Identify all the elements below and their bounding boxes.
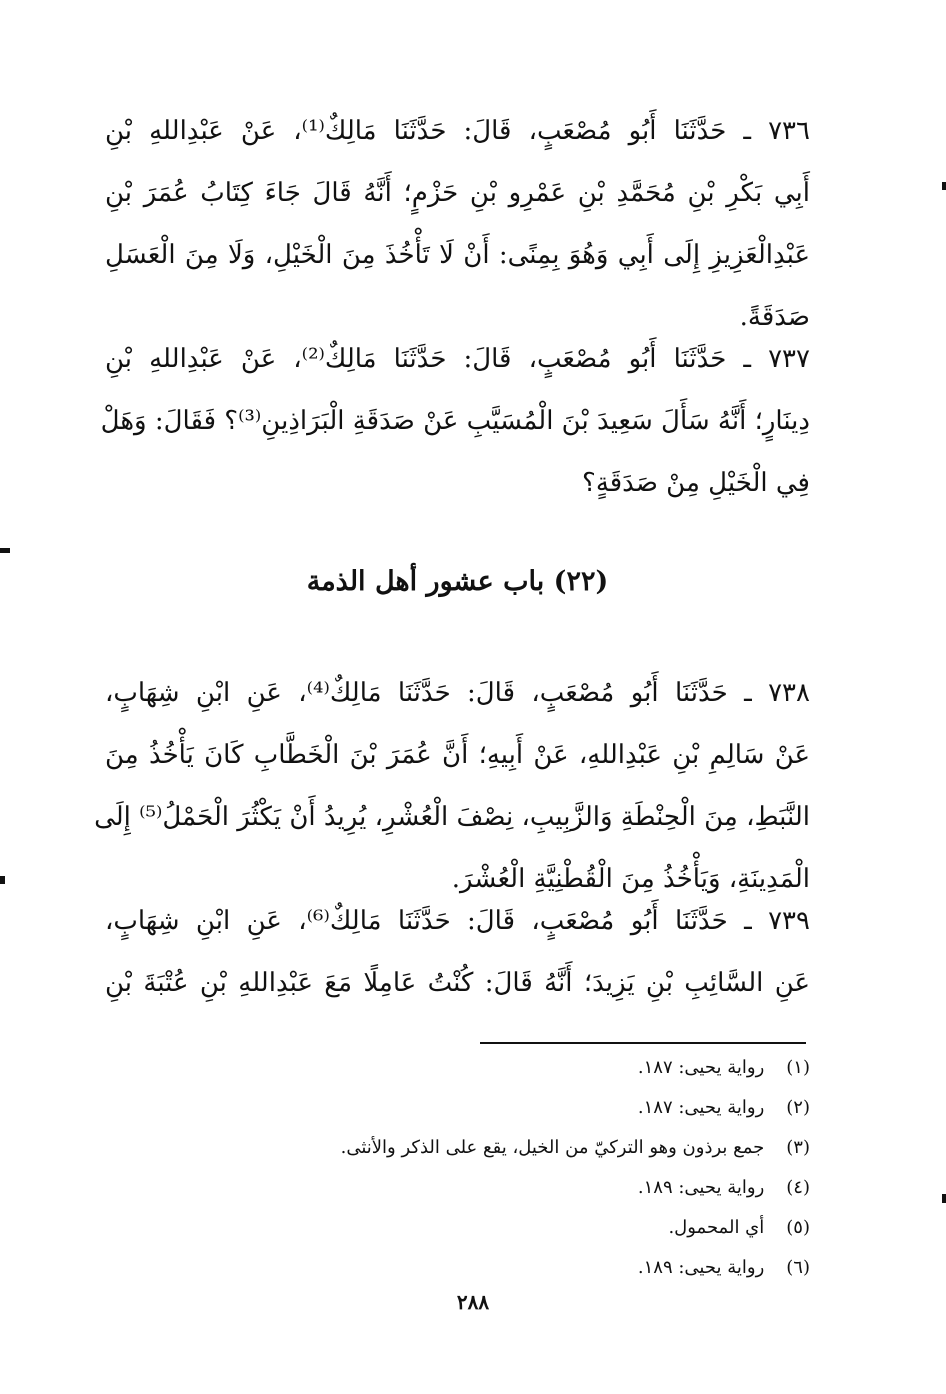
footnote-item: [105, 1128, 810, 1168]
footnote-item: [105, 1208, 810, 1248]
footnote-number: (٤): [786, 1177, 810, 1198]
footnotes: [105, 1048, 810, 1288]
footnote-divider: [480, 1042, 806, 1044]
paragraph-737: [100, 328, 810, 514]
scan-mark: [0, 548, 10, 553]
text-line: الْمَدِينَةِ، وَيَأْخُذُ مِنَ الْقُطْنِيَّةِ الْعُشْرَ.: [451, 864, 810, 894]
footnote-text: أي المحمول.: [668, 1217, 765, 1238]
footnote-number: (١): [786, 1057, 810, 1078]
paragraph-739: [105, 890, 810, 1014]
text-line: عَنِ السَّائِبِ بْنِ يَزِيدَ؛ أَنَّهُ قَالَ: كُنْتُ عَامِلًا مَعَ عَبْدِاللهِ بْنِ عُتْبَةَ بْنِ: [105, 968, 810, 998]
footnote-text: رواية يحيى: ١٨٩.: [637, 1177, 765, 1198]
scan-mark: [0, 876, 5, 884]
footnote-text: رواية يحيى: ١٨٧.: [637, 1097, 765, 1118]
footnote-text: جمع برذون وهو التركيّ من الخيل، يقع على الذكر والأنثى.: [340, 1137, 765, 1158]
scan-mark: [942, 1194, 946, 1203]
text-line: عَبْدِالْعَزِيزِ إِلَى أَبِي وَهُوَ بِمِنًى: أَنْ لَا تَأْخُذَ مِنَ الْخَيْلِ، وَلَا مِنَ الْعَسَلِ: [105, 240, 810, 270]
footnote-item: [105, 1048, 810, 1088]
text-line: فِي الْخَيْلِ مِنْ صَدَقَةٍ؟: [582, 468, 810, 498]
footnote-item: [105, 1248, 810, 1288]
text-line: عَنْ سَالِمِ بْنِ عَبْدِاللهِ، عَنْ أَبِيهِ؛ أَنَّ عُمَرَ بْنَ الْخَطَّابِ كَانَ يَأْخُذُ مِنَ: [105, 740, 810, 770]
text-line: دِينَارٍ؛ أَنَّهُ سَأَلَ سَعِيدَ بْنَ الْمُسَيَّبِ عَنْ صَدَقَةِ الْبَرَاذِينِ⁽³⁾؟ فَقَالَ: وَهَلْ: [100, 406, 810, 436]
footnote-text: رواية يحيى: ١٨٩.: [637, 1257, 765, 1278]
footnote-number: (٣): [786, 1137, 810, 1158]
page-number: ٢٨٨: [456, 1290, 490, 1314]
footnote-number: (٦): [786, 1257, 810, 1278]
footnote-item: [105, 1168, 810, 1208]
text-line: ٧٣٧ ـ حَدَّثَنَا أَبُو مُصْعَبٍ، قَالَ: حَدَّثَنَا مَالِكٌ⁽²⁾، عَنْ عَبْدِاللهِ بْنِ: [105, 344, 810, 374]
footnote-item: [105, 1088, 810, 1128]
paragraph-738: [94, 662, 810, 910]
text-line: صَدَقَةً.: [739, 302, 810, 332]
footnote-text: رواية يحيى: ١٨٧.: [637, 1057, 765, 1078]
text-line: ٧٣٦ ـ حَدَّثَنَا أَبُو مُصْعَبٍ، قَالَ: حَدَّثَنَا مَالِكٌ⁽¹⁾، عَنْ عَبْدِاللهِ بْنِ: [105, 116, 810, 146]
scan-mark: [942, 182, 946, 190]
footnote-number: (٥): [786, 1217, 810, 1238]
text-line: أَبِي بَكْرِ بْنِ مُحَمَّدِ بْنِ عَمْرِو بْنِ حَزْمٍ؛ أَنَّهُ قَالَ جَاءَ كِتَابُ عُمَرَ بْنِ: [105, 178, 810, 208]
paragraph-736: [105, 100, 810, 348]
text-line: النَّبَطِ، مِنَ الْحِنْطَةِ وَالزَّبِيبِ، نِصْفَ الْعُشْرِ، يُرِيدُ أَنْ يَكْثُرَ الْحَمْلُ⁽⁵⁾ إِلَى: [94, 802, 810, 832]
text-line: ٧٣٨ ـ حَدَّثَنَا أَبُو مُصْعَبٍ، قَالَ: حَدَّثَنَا مَالِكٌ⁽⁴⁾، عَنِ ابْنِ شِهَابٍ،: [105, 678, 810, 708]
chapter-heading: (٢٢) باب عشور أهل الذمة: [306, 566, 609, 597]
text-line: ٧٣٩ ـ حَدَّثَنَا أَبُو مُصْعَبٍ، قَالَ: حَدَّثَنَا مَالِكٌ⁽⁶⁾، عَنِ ابْنِ شِهَابٍ،: [105, 906, 810, 936]
footnote-number: (٢): [786, 1097, 810, 1118]
